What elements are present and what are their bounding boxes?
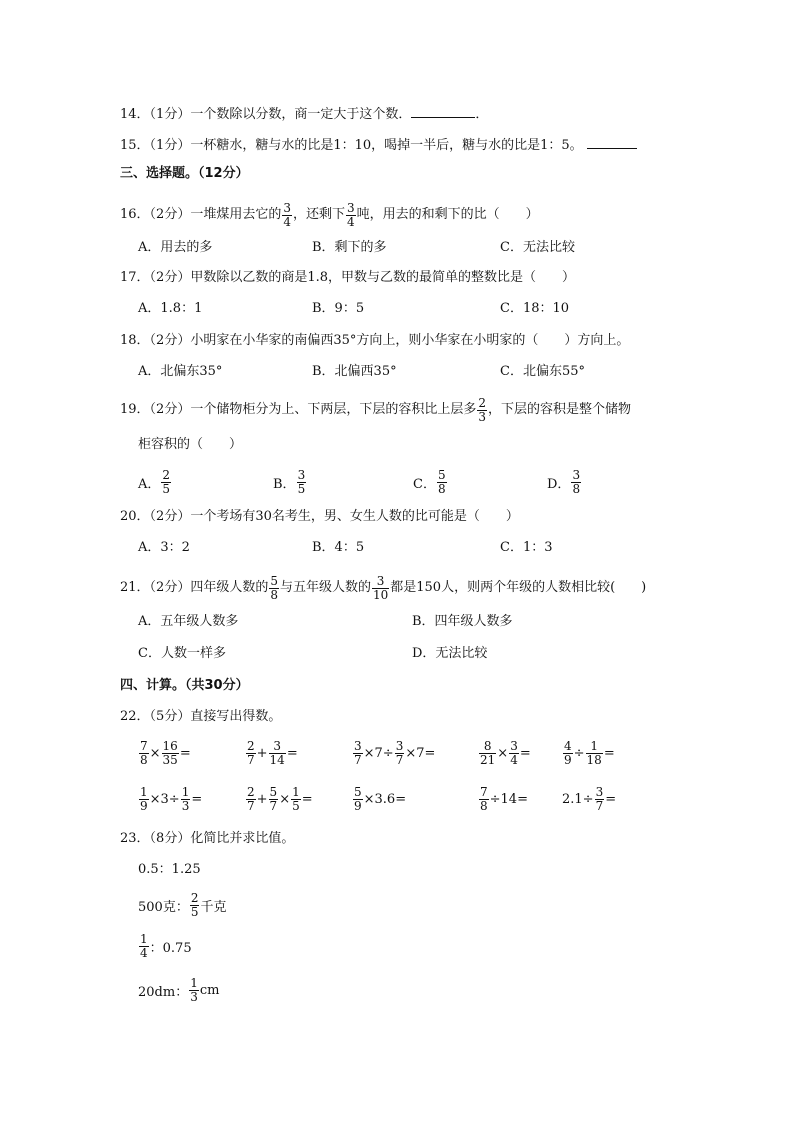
calc-expression: 2.1÷ $\frac{3}{7}$ = [562,784,617,813]
fraction: $\frac{5}{8}$ [270,573,278,602]
question-21-text-a: 21．（2分）四年级人数的 [120,580,269,595]
option-a[interactable]: A．用去的多 [138,240,213,255]
option-c[interactable]: C．北偏东55° [500,364,585,379]
option-b[interactable]: B． $\frac{3}{5}$ [273,467,306,496]
option-a[interactable]: A．北偏东35° [138,364,223,379]
fraction: $\frac{3}{10}$ [372,573,389,602]
question-14-text: 14．（1分）一个数除以分数，商一定大于这个数． [120,107,412,122]
option-b[interactable]: B．北偏西35° [312,364,397,379]
ratio-4: 20dm： $\frac{1}{3}$ cm [138,975,220,1004]
question-20: 20．（2分）一个考场有30名考生，男、女生人数的比可能是（ ） [120,509,519,524]
fraction: $\frac{3}{4}$ [346,200,355,229]
calc-expression: $\frac{4}{9}$ ÷ $\frac{1}{18}$ = [564,738,615,767]
question-21-text-c: 都是150人，则两个年级的人数相比较( ) [390,580,647,595]
question-23: 23．（8分）化简比并求比值。 [120,831,295,846]
question-21-text-b: 与五年级人数的 [279,580,371,595]
fraction: $\frac{3}{4}$ [283,200,291,229]
section-4-heading: 四、计算。（共30分） [120,678,249,693]
option-a[interactable]: A．1.8：1 [138,301,203,316]
ratio-1: 0.5：1.25 [138,862,201,877]
calc-expression: $\frac{1}{9}$ ×3÷ $\frac{1}{3}$ = [140,784,203,813]
ratio-2: 500克： $\frac{2}{5}$ 千克 [138,890,227,919]
question-22: 22．（5分）直接写出得数。 [120,709,282,724]
calc-expression: $\frac{7}{8}$ ÷14= [480,784,528,813]
question-16-text-b: ，还剩下 [292,207,345,222]
ratio-3: $\frac{1}{4}$ ：0.75 [140,931,192,960]
option-b[interactable]: B．剩下的多 [312,240,387,255]
question-14 [120,103,488,125]
calc-expression: $\frac{2}{7}$ + $\frac{3}{14}$ = [247,738,298,767]
option-c[interactable]: C．无法比较 [500,240,575,255]
question-19-text-b: ，下层的容积是整个储物 [487,402,631,417]
calc-expression: $\frac{5}{9}$ ×3.6= [354,784,407,813]
option-b[interactable]: B．四年级人数多 [412,614,513,629]
option-b[interactable]: B．4：5 [312,540,365,555]
section-3-heading: 三、选择题。（12分） [120,166,249,181]
option-a[interactable]: A． $\frac{2}{5}$ [138,467,171,496]
option-b[interactable]: B．9：5 [312,301,365,316]
option-a[interactable]: A．3：2 [138,540,190,555]
question-14-end: ． [475,107,489,122]
question-16-text-a: 16．（2分）一堆煤用去它的 [120,207,282,222]
question-17: 17．（2分）甲数除以乙数的商是1.8，甲数与乙数的最简单的整数比是（ ） [120,270,575,285]
option-d[interactable]: D． $\frac{3}{8}$ [547,467,581,496]
question-16 [120,198,539,232]
option-c[interactable]: C．1：3 [500,540,553,555]
calc-expression: $\frac{7}{8}$ × $\frac{16}{35}$ = [140,738,191,767]
calc-expression: $\frac{8}{21}$ × $\frac{3}{4}$ = [480,738,531,767]
question-21 [120,571,646,605]
question-18: 18．（2分）小明家在小华家的南偏西35°方向上，则小华家在小明家的（ ）方向上。 [120,333,630,348]
question-16-text-c: 吨，用去的和剩下的比（ ） [356,207,539,222]
option-c[interactable]: C．人数一样多 [138,646,226,661]
option-d[interactable]: D．无法比较 [412,646,488,661]
calc-expression: $\frac{2}{7}$ + $\frac{5}{7}$ × $\frac{1}{5}$ = [247,784,313,813]
question-15-text: 15．（1分）一杯糖水，糖与水的比是1：10，喝掉一半后，糖与水的比是1：5。 [120,138,583,153]
option-c[interactable]: C．18：10 [500,301,570,316]
answer-blank[interactable] [411,103,475,118]
question-19-line-2: 柜容积的（ ） [138,437,243,452]
question-19-text-a: 19．（2分）一个储物柜分为上、下两层，下层的容积比上层多 [120,402,477,417]
calc-expression: $\frac{3}{7}$ ×7÷ $\frac{3}{7}$ ×7= [354,738,436,767]
option-a[interactable]: A．五年级人数多 [138,614,239,629]
answer-blank[interactable] [587,134,637,149]
fraction: $\frac{2}{3}$ [478,395,486,424]
question-19 [120,393,631,427]
question-15 [120,134,637,156]
option-c[interactable]: C． $\frac{5}{8}$ [413,467,446,496]
